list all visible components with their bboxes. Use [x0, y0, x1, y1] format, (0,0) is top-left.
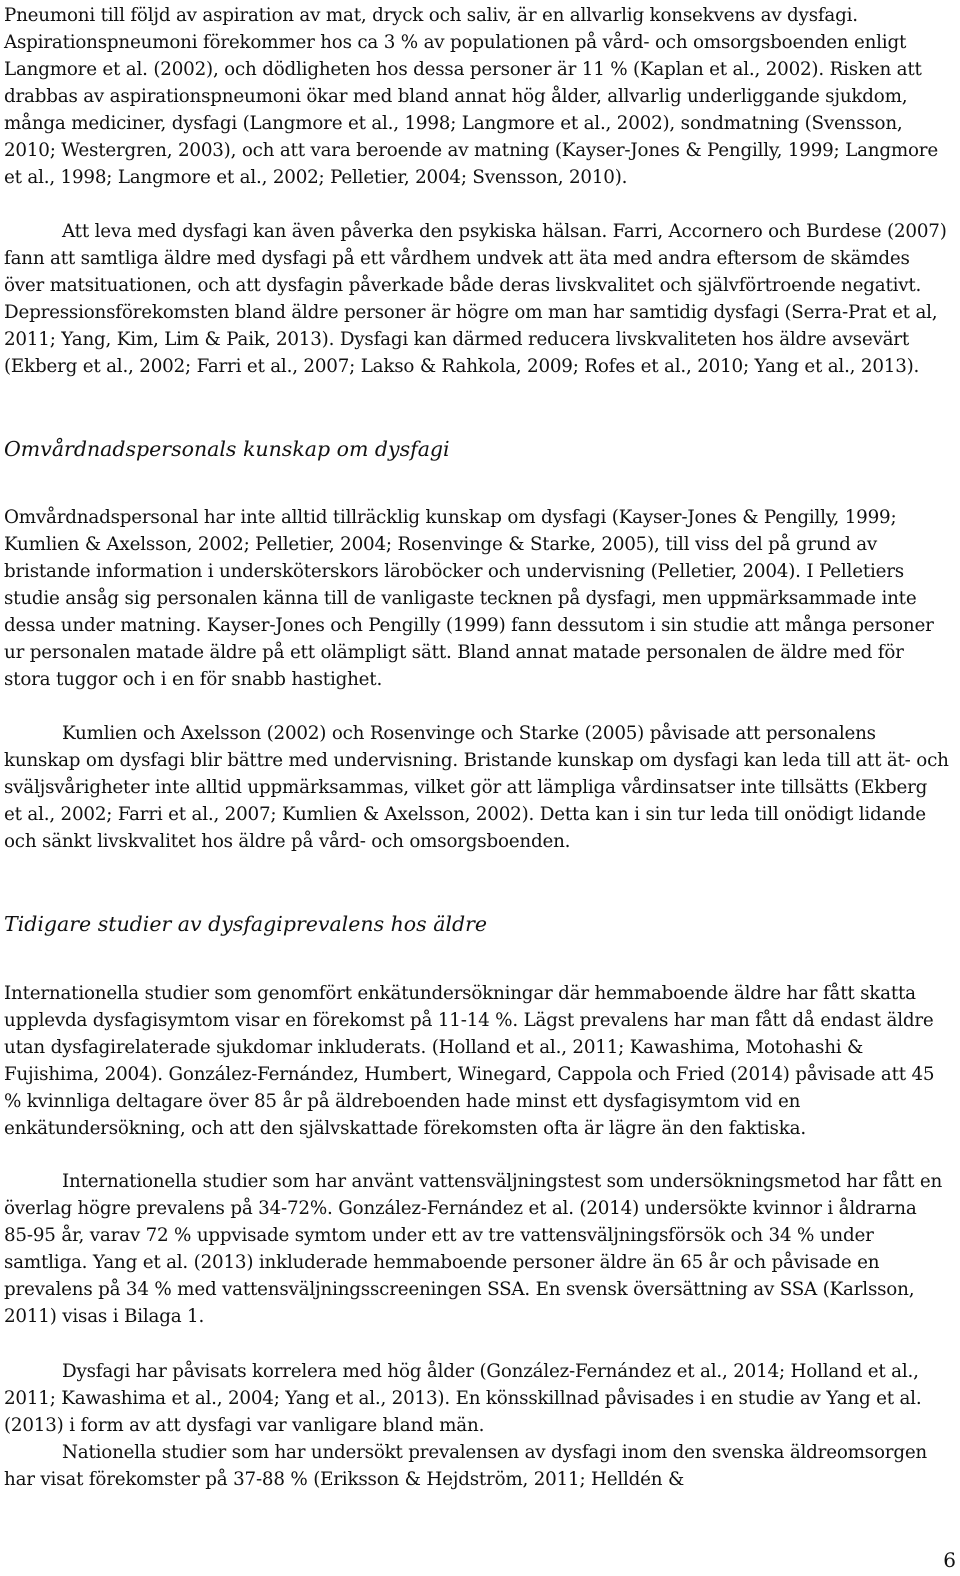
section-heading-staff-knowledge: Omvårdnadspersonals kunskap om dysfagi	[4, 437, 450, 461]
paragraph-education: Kumlien och Axelsson (2002) och Rosenvinge och Starke (2005) påvisade att personalens kunskap om dysfagi blir bättre med undervisning. Bristande kunskap om dysfagi kan leda till att ät- och sväljsvårigheter inte alltid uppmärksammas, vilket gör att lämpliga vårdinsatser inte tillsätts (Ekberg et al., 2002; Farri et al., 2007; Kumlien & Axelsson, 2002). Detta kan i sin tur leda till onödigt lidande och sänkt livskvalitet hos äldre på vård- och omsorgsboenden.	[4, 723, 949, 852]
paragraph-national-studies: Nationella studier som har undersökt prevalensen av dysfagi inom den svenska äldreomsorgen har visat förekomster på 37-88 % (Eriksson & Hejdström, 2011; Helldén &	[4, 1442, 928, 1490]
paragraph-water-swallow-tests: Internationella studier som har använt vattensväljningstest som undersökningsmetod har fått en överlag högre prevalens på 34-72%. González-Fernández et al. (2014) undersökte kvinnor i åldrarna 85-95 år, varav 72 % uppvisade symtom under ett av tre vattensväljningsförsök och 34 % under samtliga. Yang et al. (2013) inkluderade hemmaboende personer äldre än 65 år och påvisade en prevalens på 34 % med vattensväljningsscreeningen SSA. En svensk översättning av SSA (Karlsson, 2011) visas i Bilaga 1.	[4, 1171, 943, 1327]
section-heading-prevalence-studies: Tidigare studier av dysfagiprevalens hos äldre	[4, 912, 488, 936]
page-number: 6	[943, 1548, 956, 1572]
paragraph-international-surveys: Internationella studier som genomfört enkätundersökningar där hemmaboende äldre har fått skatta upplevda dysfagisymtom visar en förekomst på 11-14 %. Lägst prevalens har man fått då endast äldre utan dysfagirelaterade sjukdomar inkluderats. (Holland et al., 2011; Kawashima, Motohashi & Fujishima, 2004). González-Fernández, Humbert, Winegard, Cappola och Fried (2014) påvisade att 45 % kvinnliga deltagare över 85 år på äldreboenden hade minst ett dysfagisymtom vid en enkätundersökning, och att den självskattade förekomsten ofta är lägre än den faktiska.	[4, 983, 935, 1139]
paragraph-staff-knowledge: Omvårdnadspersonal har inte alltid tillräcklig kunskap om dysfagi (Kayser-Jones & Pengilly, 1999; Kumlien & Axelsson, 2002; Pelletier, 2004; Rosenvinge & Starke, 2005), till viss del på grund av bristande information i undersköterskors läroböcker och undervisning (Pelletier, 2004). I Pelletiers studie ansåg sig personalen känna till de vanligaste tecknen på dysfagi, men uppmärksammade inte dessa under matning. Kayser-Jones och Pengilly (1999) fann dessutom i sin studie att många personer ur personalen matade äldre på ett olämpligt sätt. Bland annat matade personalen de äldre med för stora tuggor och i en för snabb hastighet.	[4, 507, 934, 690]
paragraph-psychological-health: Att leva med dysfagi kan även påverka den psykiska hälsan. Farri, Accornero och Burdese (2007) fann att samtliga äldre med dysfagi på ett vårdhem undvek att äta med andra eftersom de skämdes över matsituationen, och att dysfagin påverkade både deras livskvalitet och självförtroende negativt. Depressionsförekomsten bland äldre personer är högre om man har samtidig dysfagi (Serra-Prat et al, 2011; Yang, Kim, Lim & Paik, 2013). Dysfagi kan därmed reducera livskvaliteten hos äldre avsevärt (Ekberg et al., 2002; Farri et al., 2007; Lakso & Rahkola, 2009; Rofes et al., 2010; Yang et al., 2013).	[4, 221, 947, 377]
paragraph-aspiration-pneumonia: Pneumoni till följd av aspiration av mat, dryck och saliv, är en allvarlig konsekvens av dysfagi. Aspirationspneumoni förekommer hos ca 3 % av populationen på vård- och omsorgsboenden enligt Langmore et al. (2002), och dödligheten hos dessa personer är 11 % (Kaplan et al., 2002). Risken att drabbas av aspirationspneumoni ökar med bland annat hög ålder, allvarlig underliggande sjukdom, många mediciner, dysfagi (Langmore et al., 1998; Langmore et al., 2002), sondmatning (Svensson, 2010; Westergren, 2003), och att vara beroende av matning (Kayser-Jones & Pengilly, 1999; Langmore et al., 1998; Langmore et al., 2002; Pelletier, 2004; Svensson, 2010).	[4, 5, 938, 188]
paragraph-age-correlation: Dysfagi har påvisats korrelera med hög ålder (González-Fernández et al., 2014; Holland et al., 2011; Kawashima et al., 2004; Yang et al., 2013). En könsskillnad påvisades i en studie av Yang et al. (2013) i form av att dysfagi var vanligare bland män.	[4, 1361, 922, 1436]
